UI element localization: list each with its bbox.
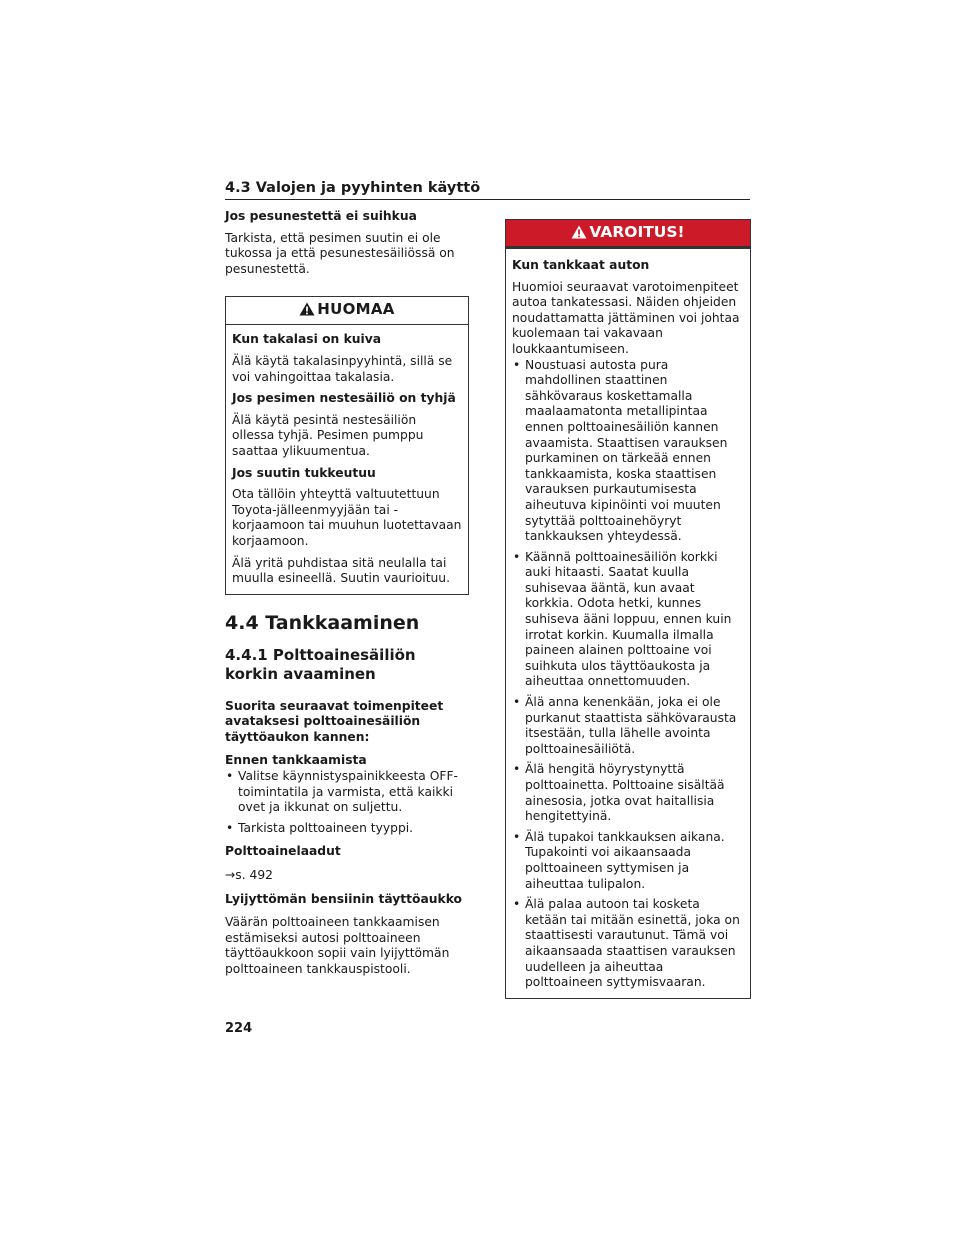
list-item: • Valitse käynnistyspainikkeesta OFF-toimintatila ja varmista, että kaikki ovet ja ikkunat on suljettu. — [225, 769, 470, 816]
left-column — [225, 209, 470, 978]
list-item: • Käännä polttoainesäiliön korkki auki hitaasti. Saatat kuulla suhisevaa ääntä, kun avaat korkkia. Odota hetki, kunnes suhiseva ääni loppuu, ennen kuin irrotat korkin. Kuumalla ilmalla paineen alainen polttoaine voi suihkuta ulos täyttöaukosta ja aiheuttaa onnettomuuden. — [512, 550, 744, 690]
list-item: • Älä hengitä höyrystynyttä polttoainetta. Polttoaine sisältää ainesosia, jotka ovat haitallisia hengitettyinä. — [512, 762, 744, 824]
washer-text: Tarkista, että pesimen suutin ei ole tukossa ja että pesunestesäiliössä on pesunestettä. — [225, 230, 455, 276]
section-header: 4.3 Valojen ja pyyhinten käyttö — [225, 180, 750, 200]
list-item: • Älä palaa autoon tai kosketa ketään tai mitään esinettä, joka on staattisesti varautunut. Tämä voi aikaansaada staattisen varauksen uudelleen ja aiheuttaa polttoaineen syttymisvaaran. — [512, 897, 744, 991]
page-number: 224 — [225, 1021, 253, 1036]
warning-content — [506, 249, 750, 998]
subsection-title: 4.4.1 Polttoainesäiliön korkin avaaminen — [225, 645, 416, 683]
notice-box — [225, 296, 469, 594]
notice-item-heading: Jos pesimen nestesäiliö on tyhjä — [232, 391, 456, 406]
notice-content — [226, 325, 468, 593]
notice-item-heading: Jos suutin tukkeutuu — [232, 465, 376, 480]
right-column — [505, 219, 750, 999]
list-item: • Älä tupakoi tankkauksen aikana. Tupakointi voi aikaansaada polttoaineen syttymisen ja aiheuttaa tulipalon. — [512, 830, 744, 892]
notice-item-text: Ota tällöin yhteyttä valtuutettuun Toyota-jälleenmyyjään tai -korjaamoon tai muuhun luotettavaan korjaamoon. — [232, 487, 462, 548]
warning-intro: Huomioi seuraavat varotoimenpiteet autoa tankatessasi. Näiden ohjeiden noudattamatta jättäminen voi johtaa kuolemaan tai vakavaan loukkaantumiseen. — [512, 279, 740, 356]
intro-heading: Suorita seuraavat toimenpiteet avataksesi polttoainesäiliön täyttöaukon kannen: — [225, 698, 444, 744]
notice-item-heading: Kun takalasi on kuiva — [232, 332, 382, 347]
unleaded-heading: Lyijyttömän bensiinin täyttöaukko — [225, 891, 463, 906]
section-title: 4.4 Tankkaaminen — [225, 611, 420, 634]
warning-triangle-icon — [299, 302, 315, 320]
warning-title-bar — [506, 220, 750, 249]
fuel-grades-reference-link[interactable]: →s. 492 — [225, 868, 273, 883]
list-item: • Noustuasi autosta pura mahdollinen staattinen sähkövaraus koskettamalla maalaamatonta metallipintaa ennen polttoainesäiliön kannen avaamista. Staattisen varauksen purkaminen on tärkeää ennen tankkaamista, koska staattisen varauksen purkautumisesta aiheutuva kipinöinti voi muuten sytyttää polttoainehöyryt tankkauksen yhteydessä. — [512, 358, 744, 545]
fuel-grades-heading: Polttoainelaadut — [225, 844, 341, 859]
warning-list — [512, 358, 744, 991]
warning-heading: Kun tankkaat auton — [512, 258, 650, 272]
before-list — [225, 769, 470, 836]
warning-title: VAROITUS! — [589, 223, 685, 241]
warning-triangle-icon — [571, 225, 587, 243]
notice-item-text: Älä käytä takalasinpyyhintä, sillä se voi vahingoittaa takalasia. — [232, 353, 453, 384]
list-item: • Tarkista polttoaineen tyyppi. — [225, 821, 470, 837]
before-heading: Ennen tankkaamista — [225, 753, 367, 768]
notice-extra-text: Älä yritä puhdistaa sitä neulalla tai muulla esineellä. Suutin vaurioituu. — [232, 555, 451, 586]
list-item: • Älä anna kenenkään, joka ei ole purkanut staattista sähkövarausta itsestään, tulla lähelle avointa polttoainesäiliötä. — [512, 695, 744, 757]
notice-title: HUOMAA — [317, 300, 395, 319]
notice-item-text: Älä käytä pesintä nestesäiliön ollessa tyhjä. Pesimen pumppu saattaa ylikuumentua. — [232, 412, 424, 458]
notice-title-bar — [226, 297, 468, 325]
unleaded-text: Väärän polttoaineen tankkaamisen estämiseksi autosi polttoaineen täyttöaukkoon sopii vain lyijyttömän polttoaineen tankkauspistooli. — [225, 915, 450, 976]
warning-box — [505, 219, 751, 999]
washer-heading: Jos pesunestettä ei suihkua — [225, 209, 417, 223]
